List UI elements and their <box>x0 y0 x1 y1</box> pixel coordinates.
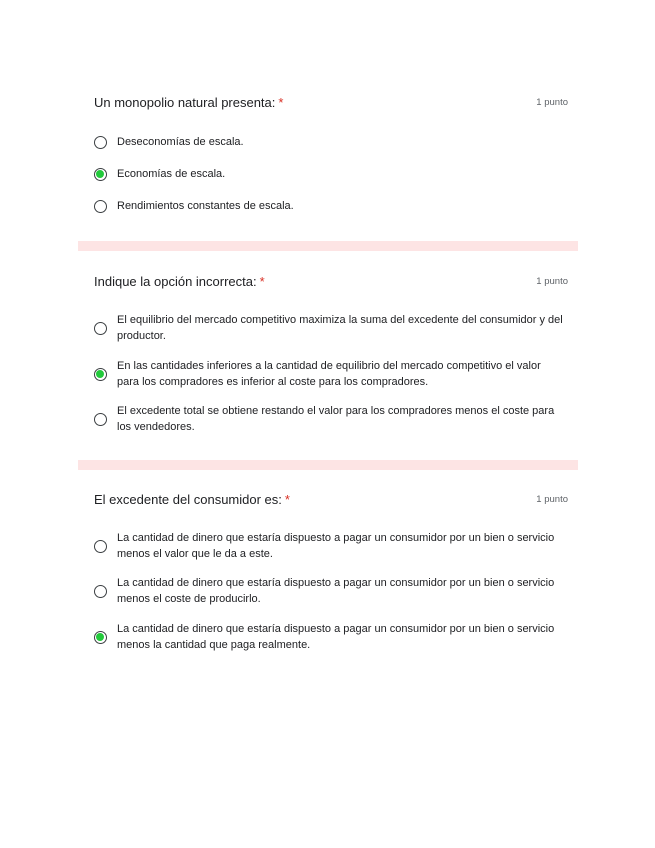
option-1-1[interactable] <box>94 134 564 150</box>
selected-dot <box>96 370 104 378</box>
option-2-1[interactable] <box>94 312 564 344</box>
points-label: 1 punto <box>536 97 568 108</box>
option-label: Rendimientos constantes de escala. <box>117 200 294 212</box>
radio-button-selected[interactable] <box>94 368 107 381</box>
radio-button[interactable] <box>94 322 107 335</box>
question-2 <box>78 274 578 433</box>
question-1 <box>78 95 578 212</box>
option-1-2[interactable] <box>94 166 564 182</box>
radio-button[interactable] <box>94 585 107 598</box>
option-label: En las cantidades inferiores a la cantidad de equilibrio del mercado competitivo el valor para los compradores es inferior al coste para los compradores. <box>117 360 541 388</box>
option-label: El equilibrio del mercado competitivo maximiza la suma del excedente del consumidor y del productor. <box>117 314 563 342</box>
radio-button[interactable] <box>94 413 107 426</box>
option-3-3[interactable] <box>94 621 564 653</box>
question-title: Un monopolio natural presenta: * <box>94 95 284 110</box>
option-label: La cantidad de dinero que estaría dispuesto a pagar un consumidor por un bien o servicio menos el valor que le da a este. <box>117 532 555 560</box>
radio-button[interactable] <box>94 540 107 553</box>
radio-button-selected[interactable] <box>94 631 107 644</box>
option-label: Deseconomías de escala. <box>117 136 244 148</box>
option-1-3[interactable] <box>94 198 564 214</box>
option-label: Economías de escala. <box>117 168 226 180</box>
option-label: La cantidad de dinero que estaría dispuesto a pagar un consumidor por un bien o servicio menos la cantidad que paga realmente. <box>117 623 555 651</box>
required-mark: * <box>284 492 290 507</box>
question-title: El excedente del consumidor es: * <box>94 492 290 507</box>
option-3-2[interactable] <box>94 575 564 607</box>
radio-button[interactable] <box>94 136 107 149</box>
required-mark: * <box>278 95 284 110</box>
question-header <box>78 492 578 512</box>
selected-dot <box>96 170 104 178</box>
question-header <box>78 274 578 294</box>
question-title: Indique la opción incorrecta: * <box>94 274 265 289</box>
selected-dot <box>96 633 104 641</box>
points-label: 1 punto <box>536 276 568 287</box>
option-2-3[interactable] <box>94 403 564 435</box>
radio-button-selected[interactable] <box>94 168 107 181</box>
points-label: 1 punto <box>536 494 568 505</box>
option-label: La cantidad de dinero que estaría dispuesto a pagar un consumidor por un bien o servicio menos el coste de producirlo. <box>117 577 555 605</box>
required-mark: * <box>259 274 265 289</box>
radio-button[interactable] <box>94 200 107 213</box>
option-label: El excedente total se obtiene restando el valor para los compradores menos el coste para los vendedores. <box>117 405 555 433</box>
option-3-1[interactable] <box>94 530 564 562</box>
section-divider <box>78 241 578 251</box>
question-3 <box>78 492 578 651</box>
section-divider <box>78 460 578 470</box>
question-header <box>78 95 578 115</box>
option-2-2[interactable] <box>94 358 564 390</box>
